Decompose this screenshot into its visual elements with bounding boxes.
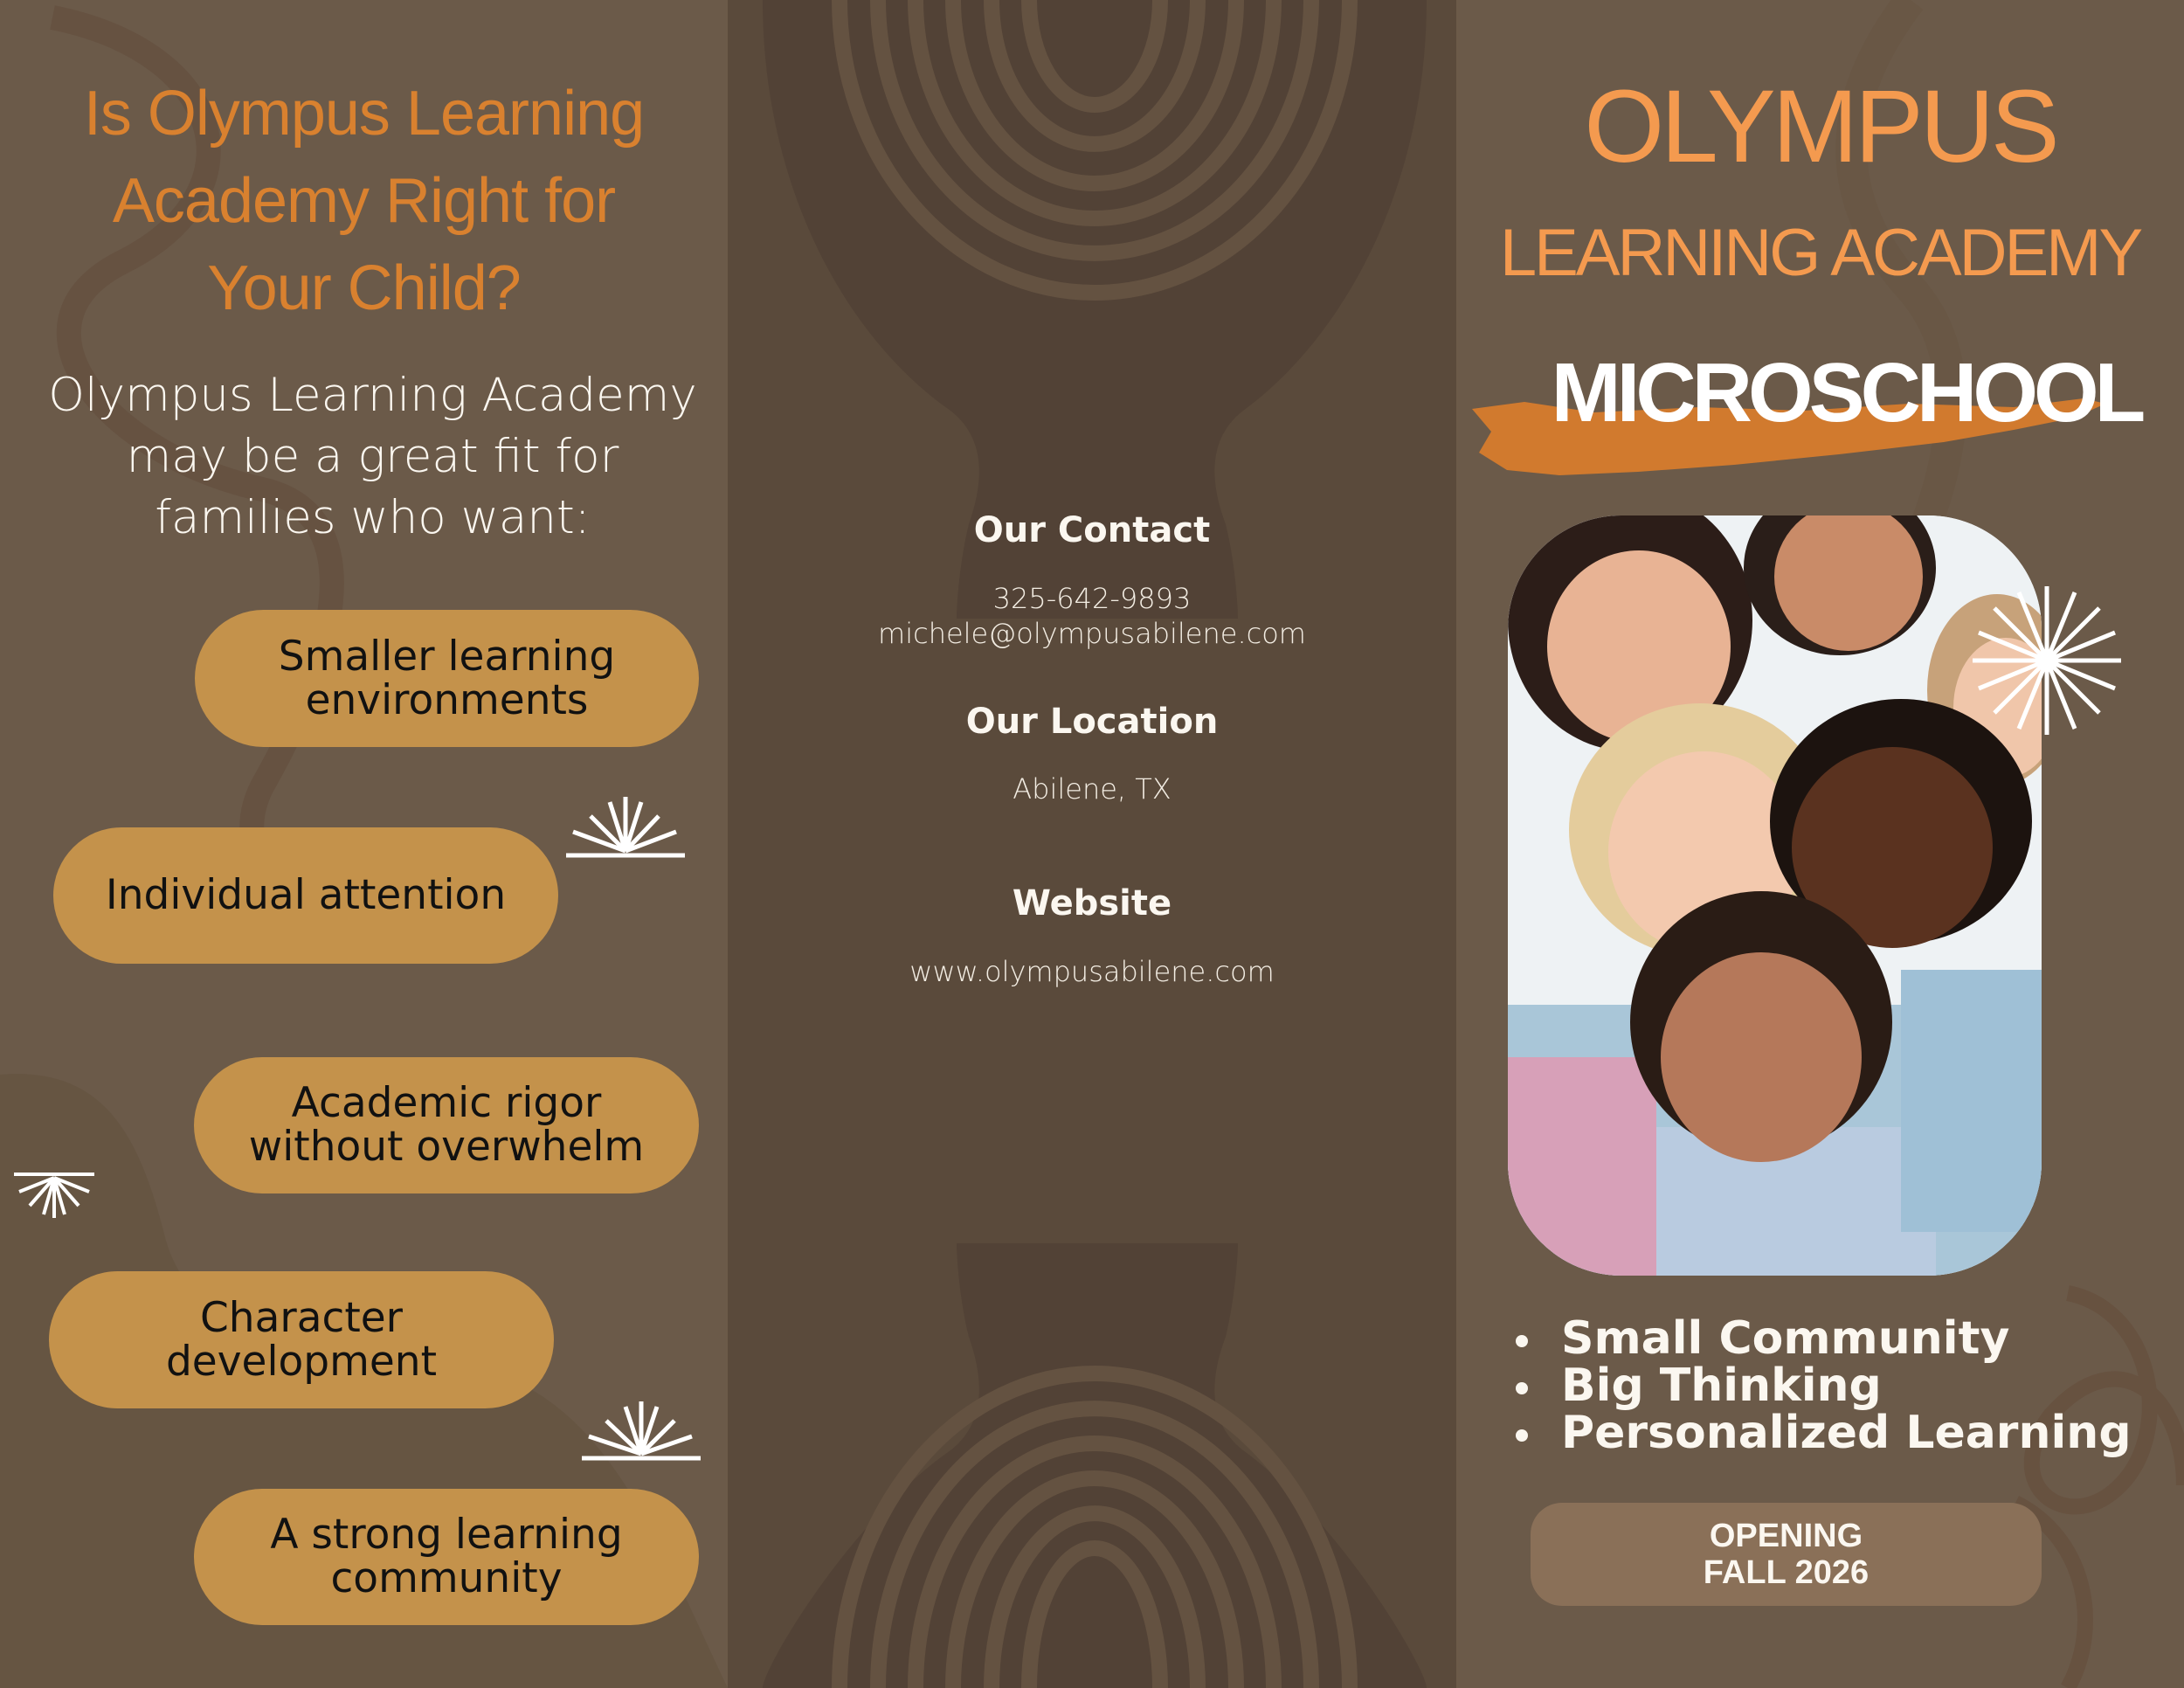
benefit-pill-academic-rigor <box>194 1057 699 1193</box>
opening-label: OPENING <box>1709 1518 1863 1554</box>
opening-badge <box>1531 1503 2042 1606</box>
location-text: Abilene, TX <box>1013 772 1171 806</box>
email-address[interactable]: michele@olympusabilene.com <box>878 617 1306 650</box>
benefit-pill-smaller-environments <box>195 610 699 747</box>
benefit-text: Academic rigor <box>291 1079 602 1127</box>
contact-heading: Our Contact <box>973 510 1211 550</box>
headline-line: Is Olympus Learning <box>83 79 645 149</box>
intro-line: families who want: <box>155 491 591 544</box>
benefit-text: without overwhelm <box>248 1123 645 1171</box>
benefit-pill-learning-community <box>194 1489 699 1625</box>
sunburst-icon <box>580 1398 702 1463</box>
intro-line: Olympus Learning Academy <box>48 369 697 422</box>
headline-line: Your Child? <box>207 253 521 323</box>
highlights-list <box>1510 1312 2132 1459</box>
benefit-text: development <box>165 1337 438 1386</box>
highlight-item: Big Thinking <box>1510 1362 2132 1409</box>
bullet-icon <box>1516 1382 1528 1394</box>
benefit-text: environments <box>305 675 589 724</box>
benefit-pill-character-development <box>49 1271 554 1408</box>
children-photo <box>1508 515 2042 1276</box>
right-panel <box>1456 0 2184 1688</box>
decorative-vase-shapes <box>728 0 1456 1688</box>
website-heading: Website <box>1012 883 1172 924</box>
page-headline <box>0 70 728 332</box>
headline-line: Academy Right for <box>112 166 616 236</box>
website-link[interactable]: www.olympusabilene.com <box>909 955 1275 988</box>
highlight-item: Personalized Learning <box>1510 1409 2132 1456</box>
opening-date: FALL 2026 <box>1703 1554 1870 1591</box>
benefit-text: Smaller learning <box>278 632 616 681</box>
intro-text <box>17 365 728 549</box>
location-heading: Our Location <box>965 702 1219 742</box>
benefit-pill-individual-attention <box>53 827 558 964</box>
middle-panel <box>728 0 1456 1688</box>
starburst-icon <box>1968 582 2125 739</box>
phone-number[interactable]: 325-642-9893 <box>992 582 1192 615</box>
benefit-text: Character <box>199 1293 404 1342</box>
benefit-text: A strong learning <box>270 1511 623 1559</box>
photo-illustration <box>1508 515 2042 1276</box>
sunburst-icon <box>10 1171 98 1220</box>
benefit-text: community <box>330 1554 563 1602</box>
bullet-icon <box>1516 1429 1528 1442</box>
sunburst-icon <box>564 793 687 860</box>
benefit-text: Individual attention <box>105 871 507 919</box>
brand-subtitle: LEARNING ACADEMY <box>1499 216 2141 290</box>
brand-title: OLYMPUS <box>1584 69 2056 184</box>
microschool-label: MICROSCHOOL <box>1551 346 2142 439</box>
bullet-icon <box>1516 1335 1528 1347</box>
highlight-item: Small Community <box>1510 1315 2132 1362</box>
intro-line: may be a great fit for <box>126 430 619 483</box>
left-panel <box>0 0 728 1688</box>
